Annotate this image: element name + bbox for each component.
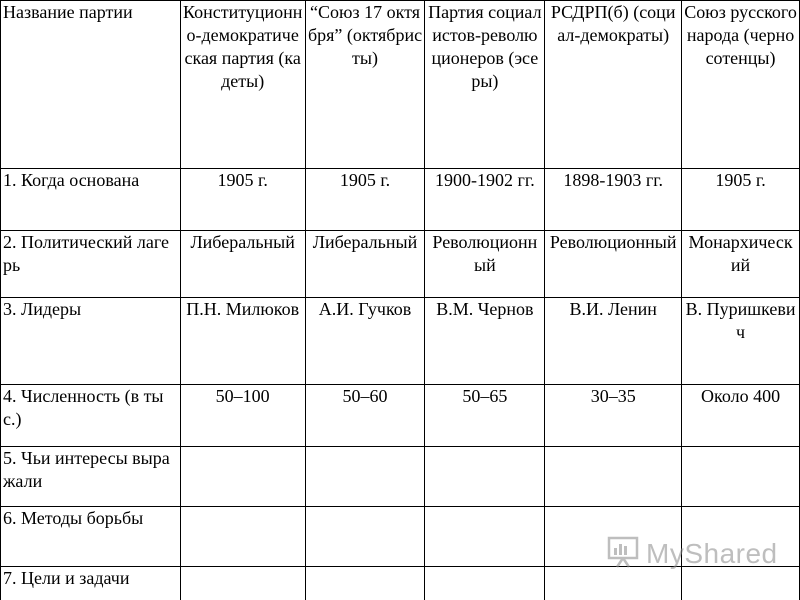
table-cell: В. Пуришкевич <box>682 298 800 385</box>
row-label: 4. Численность (в тыс.) <box>1 385 181 447</box>
header-cell-octobrists: “Союз 17 октября” (октябристы) <box>305 1 425 169</box>
row-label: 7. Цели и задачи <box>1 567 181 600</box>
table-row <box>1 231 800 298</box>
presentation-board-icon <box>606 535 640 574</box>
table-cell: 1900-1902 гг. <box>425 169 545 231</box>
table-cell: 50–100 <box>180 385 305 447</box>
table-cell <box>545 447 682 507</box>
table-cell: Монархический <box>682 231 800 298</box>
table-cell <box>305 507 425 567</box>
table-cell: В.И. Ленин <box>545 298 682 385</box>
table-cell <box>425 567 545 600</box>
table-cell <box>425 507 545 567</box>
header-cell-black-hundreds: Союз русского народа (черносотенцы) <box>682 1 800 169</box>
table-cell: 1898-1903 гг. <box>545 169 682 231</box>
row-label: 6. Методы борьбы <box>1 507 181 567</box>
table-cell: Либеральный <box>180 231 305 298</box>
header-cell-party-name: Название партии <box>1 1 181 169</box>
header-cell-kadets: Конституционно-демократическая партия (кадеты) <box>180 1 305 169</box>
table-row <box>1 169 800 231</box>
table-cell <box>425 447 545 507</box>
table-cell: Либеральный <box>305 231 425 298</box>
table-cell: 1905 г. <box>180 169 305 231</box>
row-label: 5. Чьи интересы выражали <box>1 447 181 507</box>
table-header-row <box>1 1 800 169</box>
table-cell: 1905 г. <box>682 169 800 231</box>
table-cell: 1905 г. <box>305 169 425 231</box>
row-label: 2. Политический лагерь <box>1 231 181 298</box>
table-cell: Революционный <box>425 231 545 298</box>
table-row <box>1 298 800 385</box>
table-cell <box>305 447 425 507</box>
watermark-text: MyShared <box>646 538 778 569</box>
table-cell: 30–35 <box>545 385 682 447</box>
table-cell: П.Н. Милюков <box>180 298 305 385</box>
table-cell: 50–65 <box>425 385 545 447</box>
table-cell <box>180 447 305 507</box>
row-label: 3. Лидеры <box>1 298 181 385</box>
table-cell: В.М. Чернов <box>425 298 545 385</box>
table-cell <box>180 507 305 567</box>
table-row <box>1 447 800 507</box>
myshared-watermark <box>606 536 778 572</box>
table-cell: Около 400 <box>682 385 800 447</box>
table-cell <box>180 567 305 600</box>
table-row <box>1 385 800 447</box>
table-cell <box>682 447 800 507</box>
header-cell-rsdrp: РСДРП(б) (социал-демократы) <box>545 1 682 169</box>
table-cell: 50–60 <box>305 385 425 447</box>
table-cell <box>305 567 425 600</box>
table-cell: А.И. Гучков <box>305 298 425 385</box>
header-cell-esers: Партия социалистов-революционеров (эсеры) <box>425 1 545 169</box>
row-label: 1. Когда основана <box>1 169 181 231</box>
table-cell: Революционный <box>545 231 682 298</box>
